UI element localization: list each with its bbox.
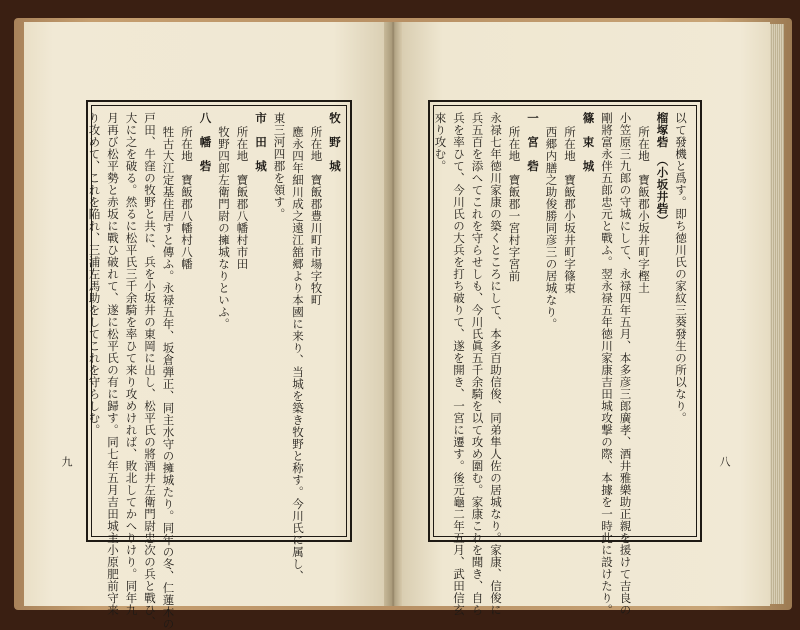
text-line: 牲古大江定基住居すと傳ふ。永禄五年、坂倉弾正、同主水守の擁城たり。同年の冬、仁蓮木の xyxy=(161,126,176,630)
text-line: 所在地 寶飯郡一宮村字宮前 xyxy=(507,126,522,282)
text-line: 以て發機と爲す。即ち徳川氏の家紋三葵發生の所以なり。 xyxy=(674,112,688,424)
text-line: 東三河四郡を領す。 xyxy=(272,112,287,220)
text-line: 所在地 寶飯郡小坂井町字樫土 xyxy=(637,126,651,294)
text-line: 剛將富永伴五郎忠元と戰ふ。翌永禄五年徳川家康吉田城攻撃の際、本據を一時此に設けたり。 xyxy=(600,112,614,616)
text-line: 大に之を破る。然るに松平氏三千余騎を率ひて来り攻めければ、敗北してかへりけり。同年九 xyxy=(124,112,139,616)
book-gutter xyxy=(384,22,402,606)
page-edges xyxy=(770,24,784,604)
text-line: 牧 野 城 xyxy=(328,112,342,172)
text-line: 八 幡 砦 xyxy=(198,112,213,172)
text-line: 應永四年細川成之遠江舘郷より本國に来り、当城を築き牧野と称す。今川氏に属し、 xyxy=(291,126,305,582)
text-line: 戸田、牛窪の牧野と共に、兵を小坂井の東岡に出し、松平氏の將酒井左衛門尉忠次の兵と戰ひ、 xyxy=(143,112,157,628)
right-page-text xyxy=(432,112,690,616)
text-line: 所在地 寶飯郡八幡村市田 xyxy=(235,126,250,270)
text-line: 月再び松平勢と赤坂に戰ひ破れて、遂に松平氏の有に歸す。同七年五月吉田城主小原肥前守来 xyxy=(106,112,120,616)
left-page-number: 九 xyxy=(60,456,73,467)
text-line: 西郷内膳之助俊勝同彦三の居城なり。 xyxy=(544,126,559,330)
text-line: 牧野四郎左衛門尉の擁城なりといふ。 xyxy=(217,126,231,330)
text-line: 一 宮 砦 xyxy=(526,112,540,172)
text-line: 所在地 寶飯郡小坂井町字篠束 xyxy=(563,126,577,294)
text-line: 小笠原三九郎の守城にして、永禄四年五月、本多彦三郎廣孝、酒井雅樂助正親を援けて吉良の xyxy=(618,112,633,616)
text-line: 篠 束 城 xyxy=(581,112,596,172)
text-line: 市 田 城 xyxy=(254,112,268,172)
text-line: 榴塚砦 （小坂井砦） xyxy=(655,112,670,227)
text-line: 所在地 寶飯郡豊川町市場字牧町 xyxy=(309,126,324,306)
text-line: り攻めて、これを陥れ、三浦左馬助をしてこれを守らしむ。 xyxy=(87,112,102,436)
text-line: 所在地 寶飯郡八幡村八幡 xyxy=(180,126,194,270)
left-page-text xyxy=(87,112,344,630)
text-line: 永禄七年徳川家康の築くところにして、本多百助信俊、同弟隼人佐の居城なり。家康、信俊に xyxy=(489,112,503,616)
text-line: 兵を率ひて、今川氏の大兵を打ち破りて、遂を開き、一宮に遷す。後元龜二年五月、武田信玄 xyxy=(452,112,466,616)
text-line: 來り攻む。 xyxy=(433,112,448,172)
text-line: 兵五百を添へてこれを守らせしも、今川氏眞五千余騎を以て攻め圍む。家康これを聞き、自ら xyxy=(470,112,485,616)
right-page-number: 八 xyxy=(718,456,731,467)
